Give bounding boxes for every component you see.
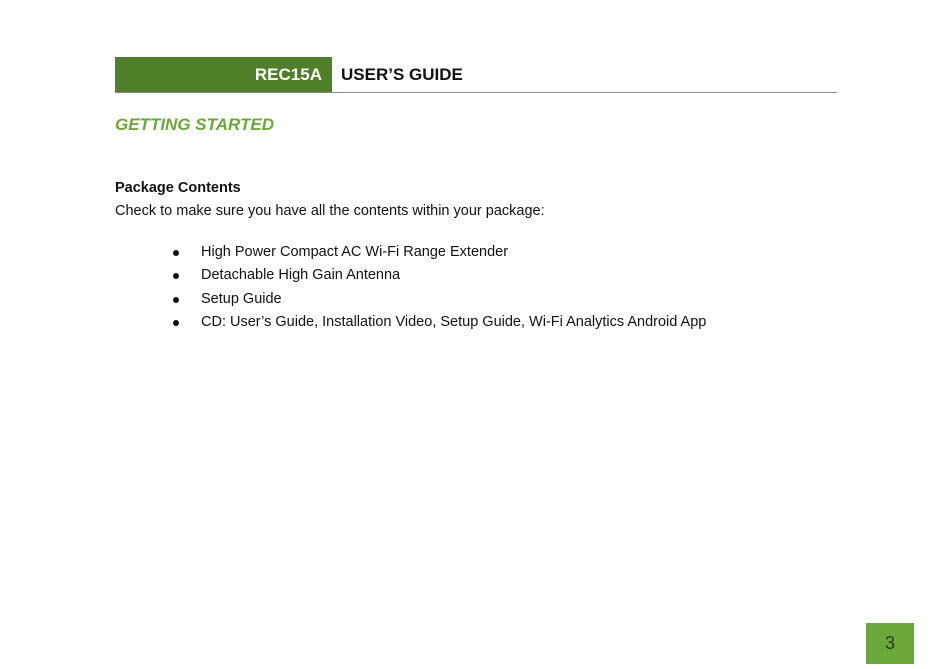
package-contents-list [170, 241, 706, 335]
list-item [170, 241, 706, 264]
list-item-text: High Power Compact AC Wi-Fi Range Extender [201, 244, 509, 260]
package-intro-text: Check to make sure you have all the contents within your package: [115, 203, 545, 219]
list-item-text: Setup Guide [201, 290, 282, 307]
bullet-icon [173, 297, 179, 303]
bullet-icon [173, 320, 179, 326]
page-header [115, 57, 837, 93]
header-title: USER’S GUIDE [341, 65, 463, 84]
bullet-icon [173, 273, 179, 279]
list-item-text: CD: User’s Guide, Installation Video, Setup Guide, Wi-Fi Analytics Android App [201, 314, 707, 331]
list-item-text: Detachable High Gain Antenna [201, 267, 401, 284]
list-item [170, 311, 706, 334]
section-heading: GETTING STARTED [115, 115, 274, 134]
header-model-label: REC15A [115, 57, 332, 92]
page-number-badge: 3 [866, 623, 914, 664]
list-item [170, 288, 706, 311]
list-item [170, 264, 706, 287]
package-contents-heading: Package Contents [115, 180, 241, 196]
bullet-icon [173, 250, 179, 256]
